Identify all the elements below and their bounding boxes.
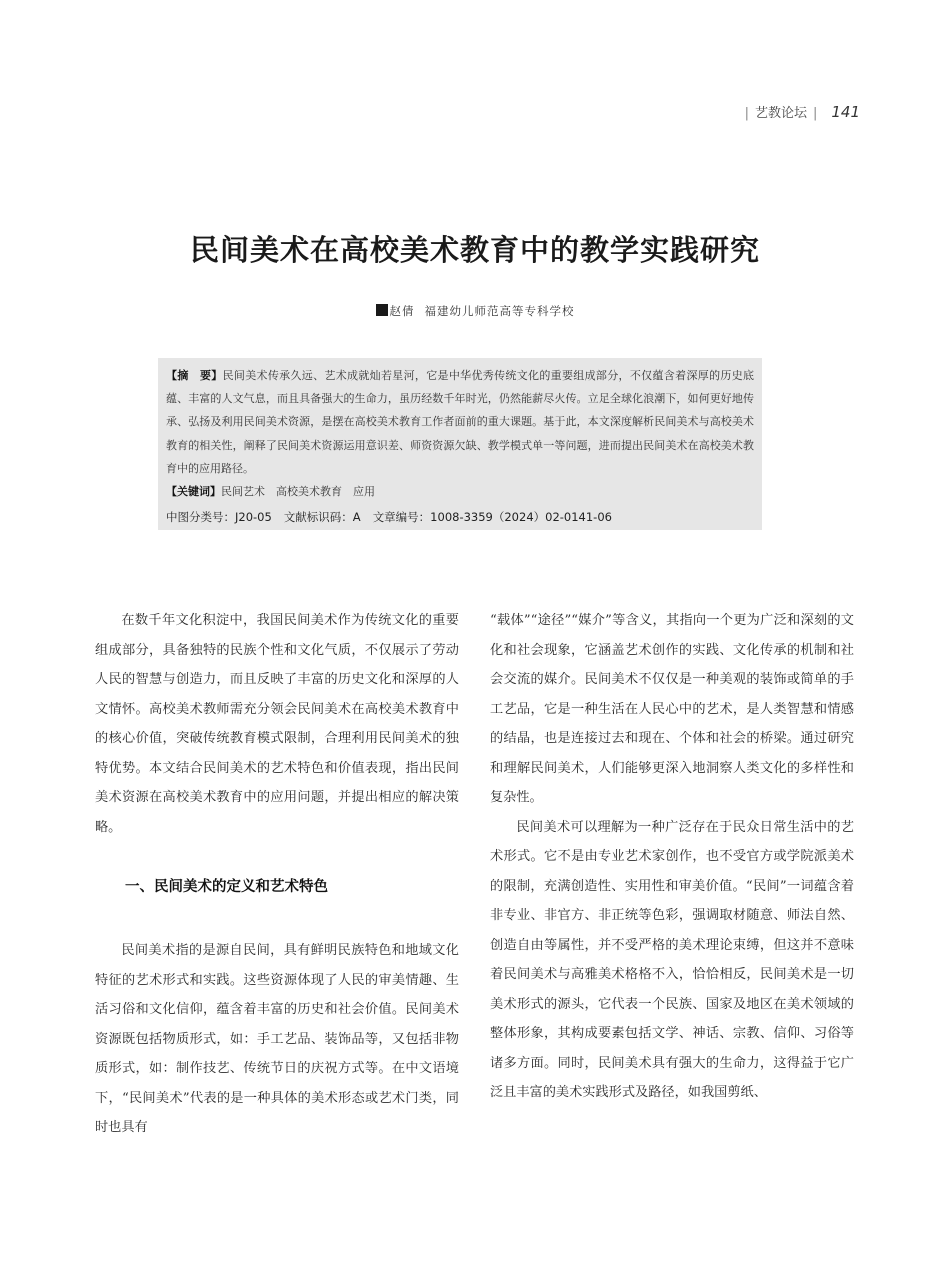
byline xyxy=(0,303,950,319)
article-title: 民间美术在高校美术教育中的教学实践研究 xyxy=(189,233,760,267)
square-bullet-icon xyxy=(376,304,388,316)
keywords: 民间艺术 高校美术教育 应用 xyxy=(221,485,375,499)
right-column xyxy=(490,606,854,1108)
abstract-text: 民间美术传承久远、艺术成就灿若星河，它是中华优秀传统文化的重要组成部分，不仅蕴含着深厚的历史底蕴、丰富的人文气息，而且具备强大的生命力，虽历经数千年时光，仍然能薪尽火传。立足全球化浪潮下，如何更好地传承、弘扬及利用民间美术资源，是摆在高校美术教育工作者面前的重大课题。基于此，本文深度解析民间美术与高校美术教育的相关性，阐释了民间美术资源运用意识差、师资资源欠缺、教学模式单一等问题，进而提出民间美术在高校美术教育中的应用路径。 xyxy=(166,369,755,475)
header-divider: | xyxy=(744,106,749,121)
clc-number: 中图分类号：J20-05 xyxy=(166,510,272,525)
abstract-box xyxy=(158,358,762,530)
running-header xyxy=(739,102,860,121)
abstract-label: 【摘 要】 xyxy=(166,369,223,382)
document-code: 文献标识码：A xyxy=(283,510,361,525)
author-name: 赵倩 xyxy=(389,304,415,318)
section-heading: 一、民间美术的定义和艺术特色 xyxy=(125,879,328,895)
section-name: 艺教论坛 xyxy=(754,106,807,121)
keywords-label: 【关键词】 xyxy=(166,485,221,499)
continued-paragraph: “载体”“途径”“媒介”等含义，其指向一个更为广泛和深刻的文化和社会现象，它涵盖艺术创作的实践、文化传承的机制和社会交流的媒介。民间美术不仅仅是一种美观的装饰或简单的手工艺品，它是一种生活在人民心中的艺术，是人类智慧和情感的结晶，也是连接过去和现在、个体和社会的桥梁。通过研究和理解民间美术，人们能够更深入地洞察人类文化的多样性和复杂性。 xyxy=(490,613,854,805)
article-number: 文章编号：1008-3359（2024）02-0141-06 xyxy=(372,510,612,525)
institution: 福建幼儿师范高等专科学校 xyxy=(424,304,575,318)
body-paragraph: 民间美术可以理解为一种广泛存在于民众日常生活中的艺术形式。它不是由专业艺术家创作，也不受官方或学院派美术的限制，充满创造性、实用性和审美价值。“民间”一词蕴含着非专业、非官方、非正统等色彩，强调取材随意、师法自然、创造自由等属性，并不受严格的美术理论束缚，但这并不意味着民间美术与高雅美术格格不入，恰恰相反，民间美术是一切美术形式的源头，它代表一个民族、国家及地区在美术领域的整体形象，其构成要素包括文学、神话、宗教、信仰、习俗等诸多方面。同时，民间美术具有强大的生命力，这得益于它广泛且丰富的美术实践形式及路径，如我国剪纸、 xyxy=(490,819,854,1100)
left-column xyxy=(95,606,459,1143)
abstract-paragraph xyxy=(166,364,754,480)
keywords-line xyxy=(166,480,754,503)
intro-paragraph: 在数千年文化积淀中，我国民间美术作为传统文化的重要组成部分，具备独特的民族个性和文化气质，不仅展示了劳动人民的智慧与创造力，而且反映了丰富的历史文化和深厚的人文情怀。高校美术教师需充分领会民间美术在高校美术教育中的核心价值，突破传统教育模式限制，合理利用民间美术的独特优势。本文结合民间美术的艺术特色和价值表现，指出民间美术资源在高校美术教育中的应用问题，并提出相应的解决策略。 xyxy=(95,613,459,835)
header-divider: | xyxy=(812,106,818,121)
body-paragraph: 民间美术指的是源自民间，具有鲜明民族特色和地域文化特征的艺术形式和实践。这些资源体现了人民的审美情趣、生活习俗和文化信仰，蕴含着丰富的历史和社会价值。民间美术资源既包括物质形式，如：手工艺品、装饰品等，又包括非物质形式，如：制作技艺、传统节日的庆祝方式等。在中文语境下，“民间美术”代表的是一种具体的美术形态或艺术门类，同时也具有 xyxy=(95,943,459,1135)
classification-line xyxy=(166,506,754,529)
page-number: 141 xyxy=(831,103,860,121)
